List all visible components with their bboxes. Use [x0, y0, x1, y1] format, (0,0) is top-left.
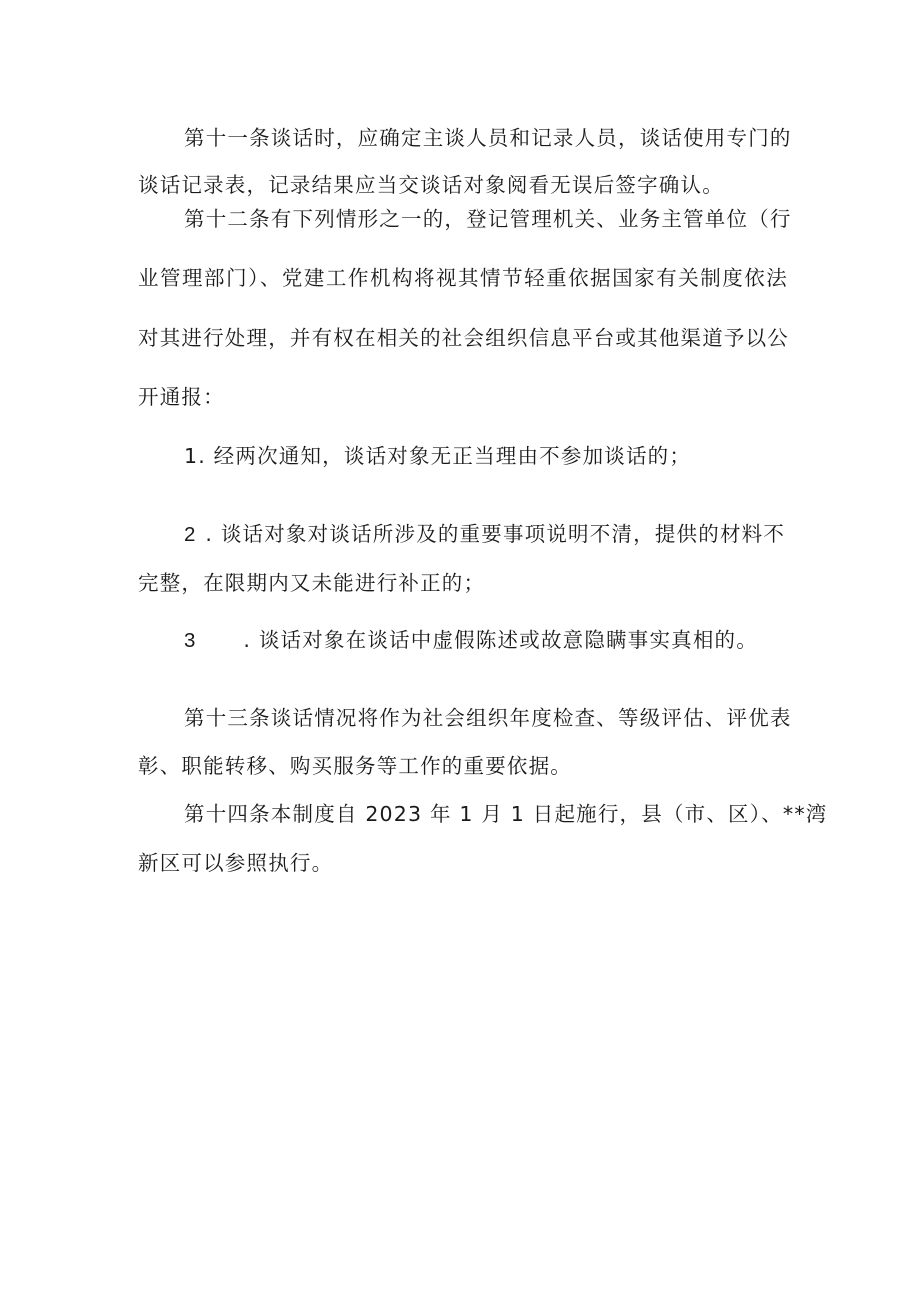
- list-item-2-line-2: 完整，在限期内又未能进行补正的；: [138, 571, 486, 595]
- article-11-line-2: 谈话记录表，记录结果应当交谈话对象阅看无误后签字确认。: [138, 173, 724, 197]
- article-13-line-2: 彰、职能转移、购买服务等工作的重要依据。: [138, 754, 572, 778]
- list-item-2-number: 2: [184, 523, 196, 546]
- list-item-3: [184, 626, 788, 655]
- article-11-line-1: 第十一条谈话时，应确定主谈人员和记录人员，谈话使用专门的: [184, 126, 792, 150]
- article-12-line-2: 业管理部门）、党建工作机构将视其情节轻重依据国家有关制度依法: [138, 266, 788, 290]
- article-12-line-4: 开通报：: [138, 385, 225, 409]
- list-item-3-number: 3: [184, 629, 196, 652]
- list-item-1: 1. 经两次通知，谈话对象无正当理由不参加谈话的；: [184, 444, 692, 468]
- list-item-2-text: . 谈话对象对谈话所涉及的重要事项说明不清，提供的材料不: [205, 522, 786, 546]
- article-12-line-1: 第十二条有下列情形之一的，登记管理机关、业务主管单位（行: [184, 207, 792, 231]
- article-14-line-2: 新区可以参照执行。: [138, 851, 334, 875]
- list-item-3-text: . 谈话对象在谈话中虚假陈述或故意隐瞒事实真相的。: [243, 628, 758, 652]
- article-13-line-1: 第十三条谈话情况将作为社会组织年度检查、等级评估、评优表: [184, 706, 792, 730]
- list-item-2-line-1: [184, 520, 788, 549]
- article-12-line-3: 对其进行处理，并有权在相关的社会组织信息平台或其他渠道予以公: [138, 326, 789, 350]
- article-14-line-1: 第十四条本制度自 2023 年 1 月 1 日起施行，县（市、区）、**湾: [184, 802, 828, 826]
